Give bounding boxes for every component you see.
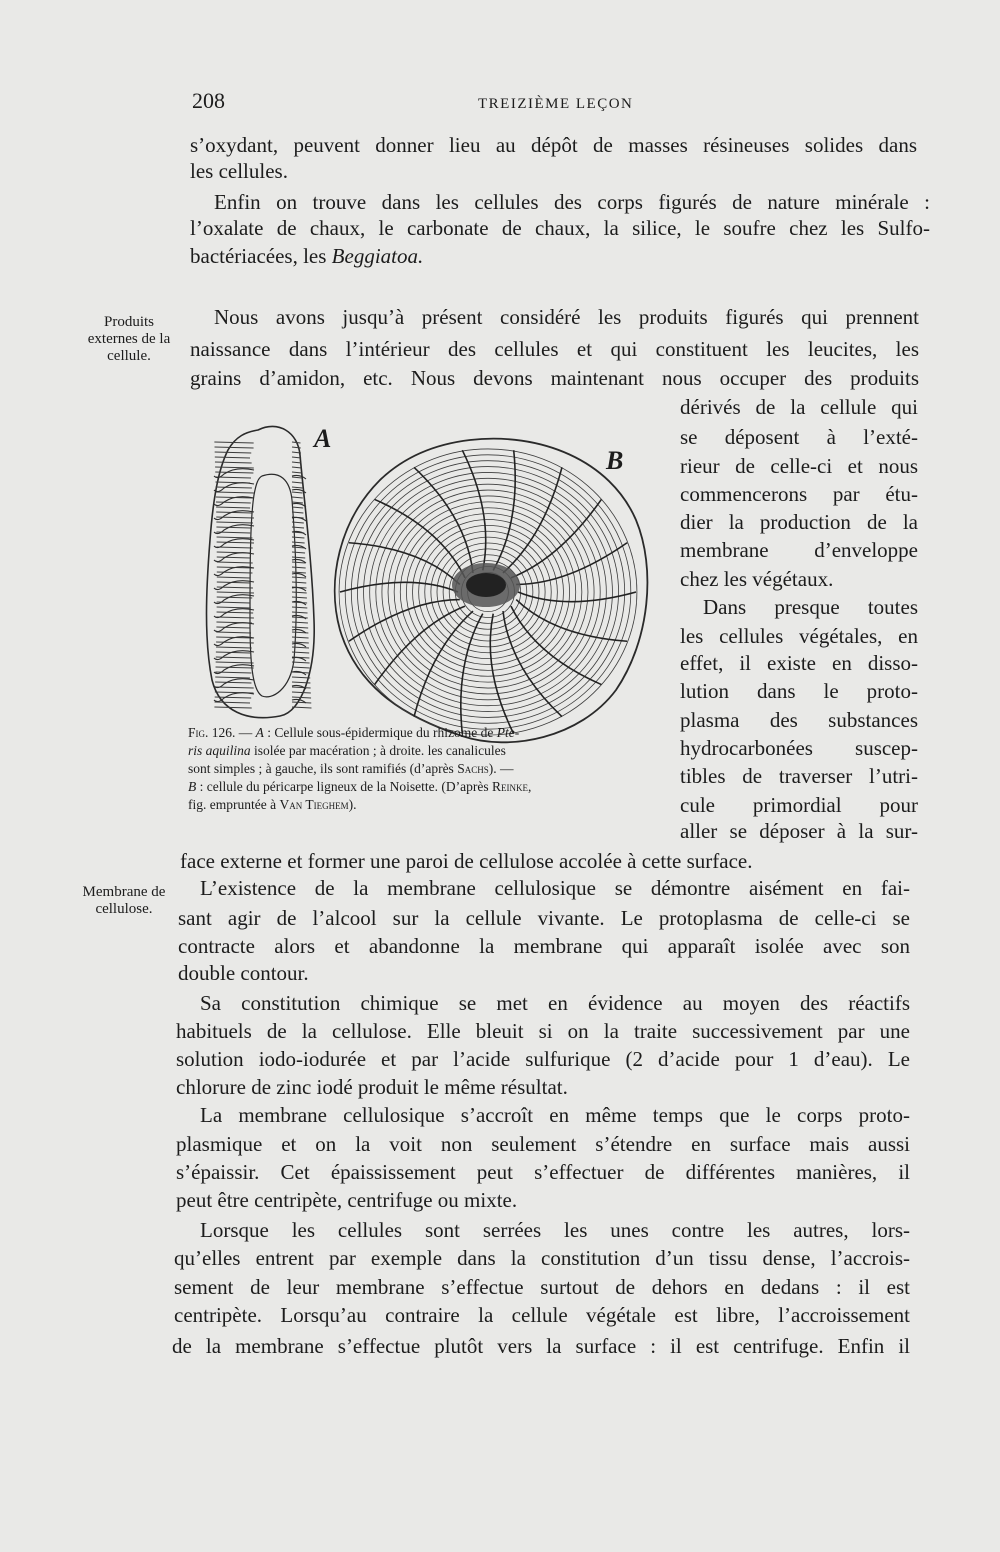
text-line: tibles de traverser l’utri-	[680, 764, 918, 788]
figure-caption	[188, 724, 531, 814]
text-line: Lorsque les cellules sont serrées les unes contre les autres, lors-	[200, 1218, 910, 1242]
caption-species: ris aquilina	[188, 743, 251, 758]
caption-line	[188, 760, 531, 778]
caption-line	[188, 742, 531, 760]
text-line: s’oxydant, peuvent donner lieu au dépôt de masses résineuses solides dans	[190, 133, 917, 157]
text-line: Sa constitution chimique se met en évidence au moyen des réactifs	[200, 991, 910, 1015]
cell-b-nucleus	[452, 563, 520, 607]
running-title: TREIZIÈME LEÇON	[478, 96, 634, 112]
text-line: sement de leur membrane s’effectue surtout de dehors en dedans : il est	[174, 1275, 910, 1299]
page-number: 208	[192, 88, 225, 113]
caption-text: Cellule sous-épidermique du rhizome de	[274, 725, 497, 740]
text-line: double contour.	[178, 961, 309, 985]
text-line: centripète. Lorsqu’au contraire la cellule végétale est libre, l’accroissement	[174, 1303, 910, 1327]
genus-name: Beggiatoa.	[331, 244, 424, 268]
caption-line: Fig. 126. — A : Cellule sous-épidermique du rhizome de Pte-	[188, 725, 520, 740]
caption-text: fig. empruntée à	[188, 797, 280, 812]
caption-author: Reinke	[492, 779, 529, 794]
caption-text: sont simples ; à gauche, ils sont ramifiés (d’après	[188, 761, 458, 776]
text-line: l’oxalate de chaux, le carbonate de chaux, la silice, le soufre chez les Sulfo-	[190, 216, 930, 240]
text-line: les cellules.	[190, 159, 288, 183]
caption-text: isolée par macération ; à droite. les canalicules	[250, 743, 506, 758]
text-line: face externe et former une paroi de cellulose accolée à cette surface.	[180, 849, 753, 873]
margin-note-membrane	[74, 884, 174, 918]
cell-b-canal	[461, 614, 483, 734]
caption-species: Pte-	[496, 725, 520, 740]
text-line: habituels de la cellulose. Elle bleuit si on la traite successivement par une	[176, 1019, 910, 1043]
text-line: commencerons par étu-	[680, 482, 918, 506]
text-line: s’épaissir. Cet épaississement peut s’effectuer de différentes manières, il	[176, 1160, 910, 1184]
margin-note-line: Produits	[103, 314, 154, 330]
text-line: membrane d’enveloppe	[680, 538, 918, 562]
text-line: les cellules végétales, en	[680, 624, 918, 648]
text-line: rieur de celle-ci et nous	[680, 454, 918, 478]
caption-line	[188, 778, 531, 796]
caption-text: ).	[348, 797, 357, 812]
text-line: dier la production de la	[680, 510, 918, 534]
text-line: peut être centripète, centrifuge ou mixte.	[176, 1188, 518, 1212]
text-line: effet, il existe en disso-	[680, 651, 918, 675]
caption-figno: Fig. 126.	[188, 725, 236, 740]
caption-text: : cellule du péricarpe ligneux de la Noisette. (D’après	[196, 779, 493, 794]
text-line: hydrocarbonées suscep-	[680, 736, 918, 760]
caption-line	[188, 796, 531, 814]
text-line: contracte alors et abandonne la membrane qui apparaît isolée avec son	[178, 934, 910, 958]
text-line: chez les végétaux.	[680, 567, 834, 591]
text-line: qu’elles entrent par exemple dans la constitution d’un tissu dense, l’accrois-	[174, 1246, 910, 1270]
text-line: Dans presque toutes	[703, 595, 918, 619]
text-line: grains d’amidon, etc. Nous devons maintenant nous occuper des produits	[190, 366, 919, 390]
margin-note-line: Membrane de	[82, 884, 166, 900]
caption-letter: A	[255, 725, 264, 740]
text-line: Enfin on trouve dans les cellules des corps figurés de nature minérale :	[214, 190, 930, 214]
text-line: aller se déposer à la sur-	[680, 819, 918, 843]
text-line: L’existence de la membrane cellulosique se démontre aisément en fai-	[200, 876, 910, 900]
text-line: se déposent à l’exté-	[680, 425, 918, 449]
text-line: de la membrane s’effectue plutôt vers la surface : il est centrifuge. Enfin il	[172, 1334, 910, 1358]
text-line: lution dans le proto-	[680, 679, 918, 703]
text-line: solution iodo-iodurée et par l’acide sulfurique (2 d’acide pour 1 d’eau). Le	[176, 1047, 910, 1071]
text-line: cule primordial pour	[680, 793, 918, 817]
cell-b-canal	[493, 450, 515, 570]
text-line: dérivés de la cellule qui	[680, 395, 918, 419]
caption-author: Sachs	[457, 761, 489, 776]
margin-note-line: cellule.	[107, 348, 151, 364]
caption-author: Van Tieghem	[279, 797, 349, 812]
text-line: Nous avons jusqu’à présent considéré les produits figurés qui prennent	[214, 305, 919, 329]
caption-text: ). —	[488, 761, 514, 776]
caption-text: ,	[528, 779, 532, 794]
margin-note-line: cellulose.	[95, 901, 153, 917]
figure-label-a: A	[314, 424, 332, 453]
figure-label-b: B	[606, 446, 624, 475]
text-line: La membrane cellulosique s’accroît en même temps que le corps proto-	[200, 1103, 910, 1127]
text-line: naissance dans l’intérieur des cellules et qui constituent les leucites, les	[190, 337, 919, 361]
text-line: chlorure de zinc iodé produit le même résultat.	[176, 1075, 568, 1099]
margin-note-line: externes de la	[87, 331, 171, 347]
text-line: sant agir de l’alcool sur la cellule vivante. Le protoplasma de celle-ci se	[178, 906, 910, 930]
caption-letter: B	[188, 779, 197, 794]
text-line: plasma des substances	[680, 708, 918, 732]
text-line: plasmique et on la voit non seulement s’étendre en surface mais aussi	[176, 1132, 910, 1156]
text-segment: bactériacées, les	[190, 244, 332, 268]
